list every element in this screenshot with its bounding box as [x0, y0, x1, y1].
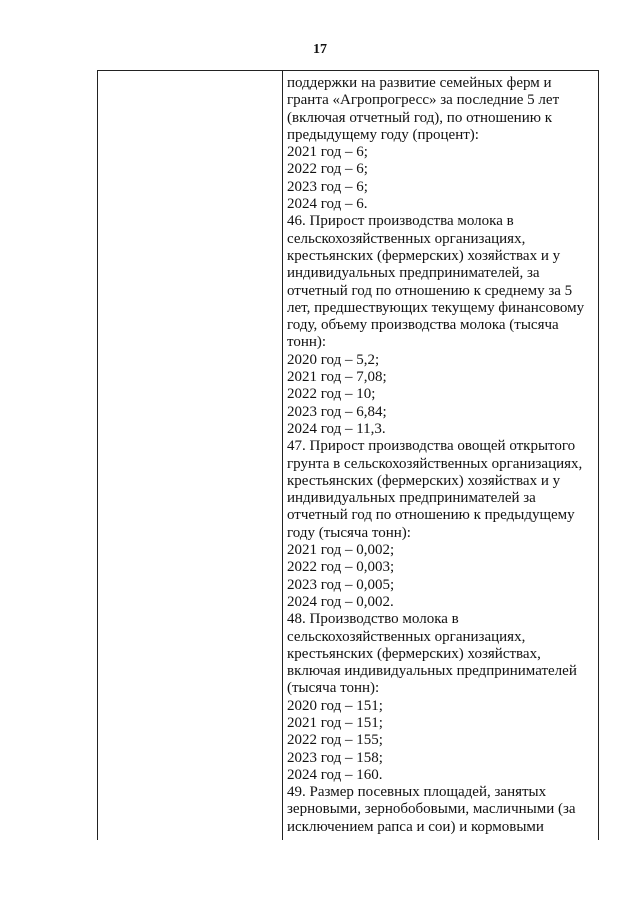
left-table-cell [98, 71, 283, 840]
text-line: 48. Производство молока в [287, 611, 459, 628]
text-line: 2022 год – 155; [287, 732, 383, 749]
text-line: 46. Прирост производства молока в [287, 213, 514, 230]
text-line: 2021 год – 0,002; [287, 542, 395, 559]
text-line: 2024 год – 160. [287, 766, 383, 783]
text-line: крестьянских (фермерских) хозяйствах и у [287, 472, 561, 489]
text-line: отчетный год по отношению к предыдущему [287, 507, 575, 524]
page-number: 17 [313, 42, 327, 57]
text-line: 2020 год – 151; [287, 697, 383, 714]
text-line: 2024 год – 11,3. [287, 420, 386, 437]
text-line: гранта «Агропрогресс» за последние 5 лет [287, 92, 560, 109]
text-line: поддержки на развитие семейных ферм и [287, 75, 552, 91]
text-line: году, объему производства молока (тысяча [287, 317, 559, 334]
text-line: 2021 год – 6; [287, 144, 368, 161]
document-table [97, 70, 599, 840]
text-line: 2023 год – 158; [287, 749, 383, 766]
right-table-cell [283, 71, 598, 840]
text-line: грунта в сельскохозяйственных организациях, [287, 455, 583, 472]
text-line: 2020 год – 5,2; [287, 351, 380, 368]
text-line: 2022 год – 10; [287, 386, 376, 403]
text-line: индивидуальных предпринимателей, за [287, 265, 540, 282]
text-line: крестьянских (фермерских) хозяйствах, [287, 645, 541, 662]
text-line: году (тысяча тонн): [287, 524, 411, 541]
text-line: индивидуальных предпринимателей за [287, 490, 536, 507]
text-line: включая индивидуальных предпринимателей [287, 663, 577, 680]
text-line: тонн): [287, 334, 327, 351]
text-line: исключением рапса и сои) и кормовыми [287, 818, 544, 835]
text-line: (включая отчетный год), по отношению к [287, 109, 552, 126]
text-line: крестьянских (фермерских) хозяйствах и у [287, 247, 561, 264]
text-line: сельскохозяйственных организациях, [287, 628, 526, 645]
text-line: 2022 год – 6; [287, 161, 368, 178]
text-line: (тысяча тонн): [287, 680, 380, 697]
text-line: 47. Прирост производства овощей открытого [287, 438, 576, 455]
text-line: отчетный год по отношению к среднему за 5 [287, 282, 573, 299]
text-line: 2024 год – 6. [287, 196, 368, 213]
text-line: 2023 год – 0,005; [287, 576, 395, 593]
text-line: 2022 год – 0,003; [287, 559, 395, 576]
text-line: сельскохозяйственных организациях, [287, 230, 526, 247]
text-line: 2023 год – 6; [287, 178, 368, 195]
text-line: 2024 год – 0,002. [287, 593, 394, 610]
text-line: 2023 год – 6,84; [287, 403, 387, 420]
text-line: 2021 год – 7,08; [287, 369, 387, 386]
text-line: 2021 год – 151; [287, 714, 383, 731]
text-line: зерновыми, зернобобовыми, масличными (за [287, 801, 576, 818]
text-line: лет, предшествующих текущему финансовому [287, 299, 585, 316]
text-line: 49. Размер посевных площадей, занятых [287, 784, 547, 801]
text-line: предыдущему году (процент): [287, 126, 479, 143]
